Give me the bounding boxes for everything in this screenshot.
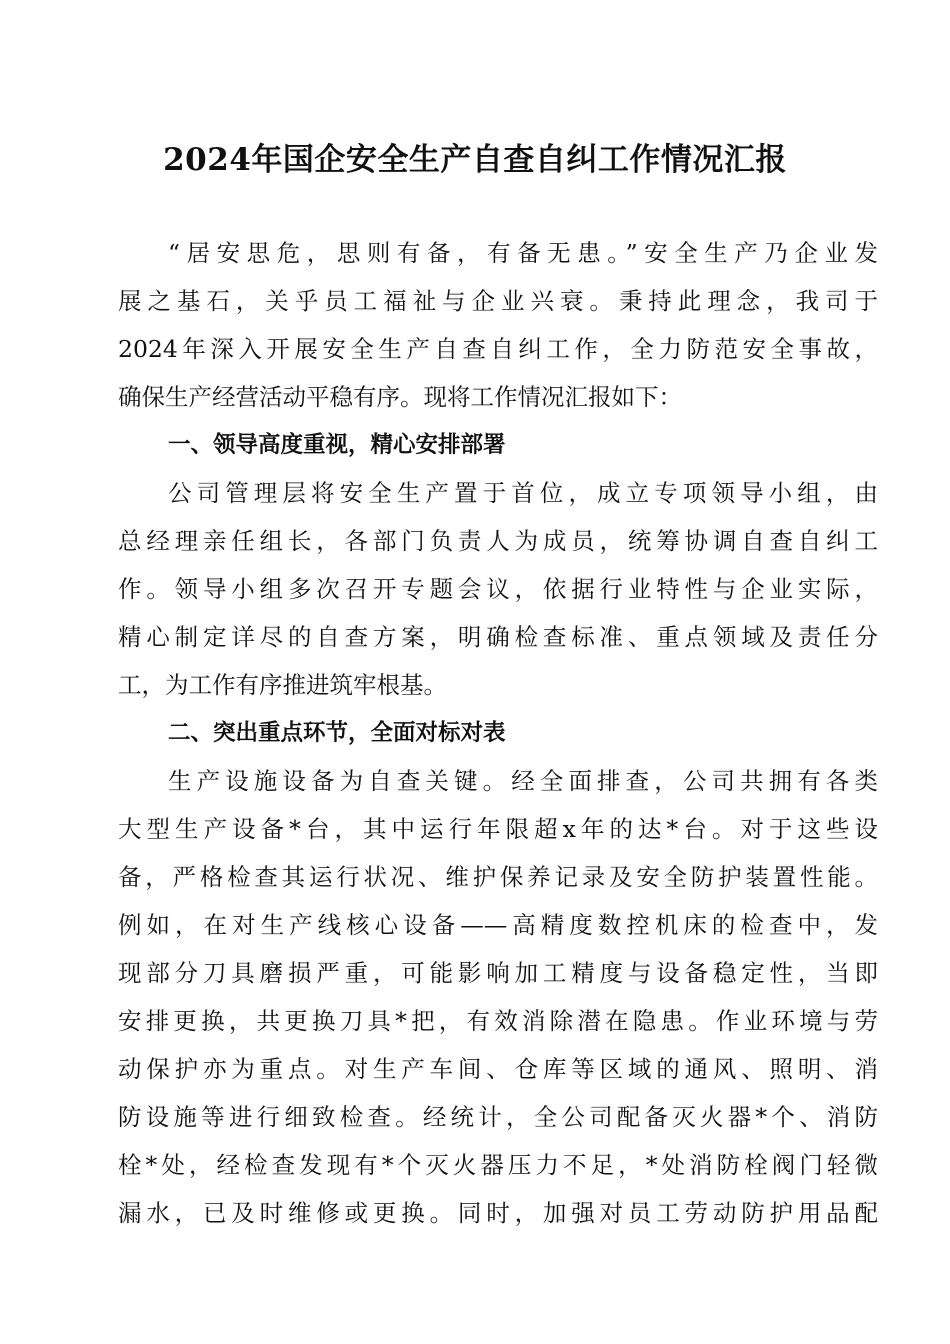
paragraph-line: 精心制定详尽的自查方案，明确检查标准、重点领域及责任分 [118, 623, 878, 651]
paragraph-line: 工，为工作有序推进筑牢根基。 [118, 671, 447, 699]
paragraph-line: 动保护亦为重点。对生产车间、仓库等区域的通风、照明、消 [118, 1055, 878, 1083]
paragraph-line: 大型生产设备*台，其中运行年限超x年的达*台。对于这些设 [118, 815, 878, 843]
paragraph-line: 现部分刀具磨损严重，可能影响加工精度与设备稳定性，当即 [118, 959, 878, 987]
paragraph-line: 总经理亲任组长，各部门负责人为成员，统筹协调自查自纠工 [118, 527, 878, 555]
document-title: 2024年国企安全生产自查自纠工作情况汇报 [163, 142, 787, 178]
paragraph-line: 安排更换，共更换刀具*把，有效消除潜在隐患。作业环境与劳 [118, 1007, 878, 1035]
section-heading: 二、突出重点环节，全面对标对表 [168, 720, 506, 746]
paragraph-line: 防设施等进行细致检查。经统计，全公司配备灭火器*个、消防 [118, 1103, 878, 1131]
intro-line: 2024年深入开展安全生产自查自纠工作，全力防范安全事故， [118, 335, 878, 363]
paragraph-line: 漏水，已及时维修或更换。同时，加强对员工劳动防护用品配 [118, 1199, 878, 1227]
paragraph-line: 公司管理层将安全生产置于首位，成立专项领导小组，由 [168, 479, 878, 507]
paragraph-line: 作。领导小组多次召开专题会议，依据行业特性与企业实际， [118, 575, 878, 603]
paragraph-line: 生产设施设备为自查关键。经全面排查，公司共拥有各类 [168, 767, 878, 795]
intro-line: “居安思危，思则有备，有备无患。”安全生产乃企业发 [168, 239, 878, 267]
paragraph-line: 栓*处，经检查发现有*个灭火器压力不足，*处消防栓阀门轻微 [118, 1151, 878, 1179]
intro-line: 确保生产经营活动平稳有序。现将工作情况汇报如下： [118, 383, 682, 411]
intro-line: 展之基石，关乎员工福祉与企业兴衰。秉持此理念，我司于 [118, 287, 878, 315]
paragraph-line: 备，严格检查其运行状况、维护保养记录及安全防护装置性能。 [118, 863, 878, 891]
section-heading: 一、领导高度重视，精心安排部署 [168, 432, 506, 458]
paragraph-line: 例如，在对生产线核心设备——高精度数控机床的检查中，发 [118, 911, 878, 939]
